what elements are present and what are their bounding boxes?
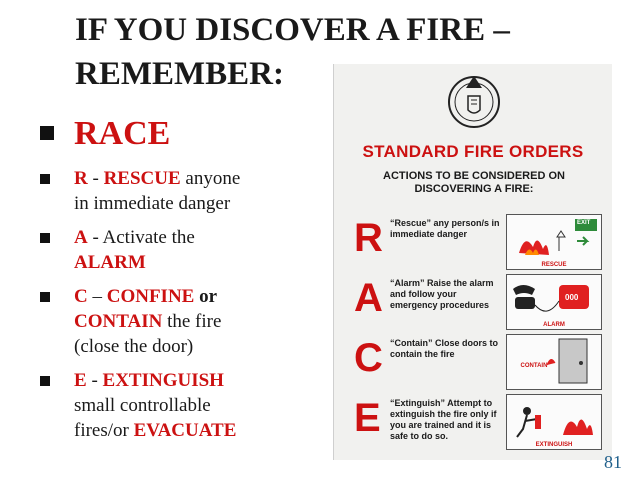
keyword-rescue: RESCUE bbox=[103, 168, 181, 189]
bullet-c-line1 bbox=[74, 286, 217, 308]
square-bullet-icon bbox=[40, 233, 50, 243]
keyword-extinguish: EXTINGUISH bbox=[102, 370, 224, 391]
rescue-illustration bbox=[506, 214, 602, 270]
poster-letter-a: A bbox=[354, 276, 383, 320]
closed-door-icon bbox=[507, 335, 601, 389]
word-or: or bbox=[194, 286, 218, 307]
square-bullet-icon bbox=[40, 126, 54, 140]
extinguish-illustration bbox=[506, 394, 602, 450]
letter-r: R bbox=[74, 168, 88, 189]
poster-subtitle: ACTIONS TO BE CONSIDERED ON DISCOVERING A FIRE: bbox=[383, 170, 565, 195]
poster-text-extinguish: “Extinguish” Attempt to extinguish the fire only if you are trained and it is safe to do so. bbox=[390, 398, 497, 441]
tag-rescue: RESCUE bbox=[541, 262, 567, 268]
poster-letter-c: C bbox=[354, 336, 383, 380]
telephone-alarm-icon bbox=[507, 275, 601, 329]
poster-title: STANDARD FIRE ORDERS bbox=[362, 142, 584, 161]
tag-extinguish: EXTINGUISH bbox=[535, 442, 573, 448]
page-number: 81 bbox=[604, 452, 622, 472]
tag-contain: CONTAIN bbox=[520, 363, 548, 369]
alarm-illustration bbox=[506, 274, 602, 330]
square-bullet-icon bbox=[40, 174, 50, 184]
tag-alarm: ALARM bbox=[543, 322, 565, 328]
poster-row-contain bbox=[334, 334, 612, 398]
poster-letter-e: E bbox=[354, 396, 381, 440]
race-heading: RACE bbox=[74, 115, 171, 152]
title-line-2: REMEMBER: bbox=[75, 56, 284, 92]
bullet-e-line3 bbox=[74, 420, 236, 442]
bullet-c-line3: (close the door) bbox=[74, 336, 194, 357]
poster-text-contain: “Contain” Close doors to contain the fire bbox=[390, 338, 498, 359]
letter-c: C bbox=[74, 286, 88, 307]
bullet-r-line1 bbox=[74, 168, 240, 190]
fire-extinguisher-icon bbox=[507, 395, 601, 449]
sep: - bbox=[87, 168, 104, 189]
keyword-evacuate: EVACUATE bbox=[133, 420, 237, 441]
keyword-alarm: ALARM bbox=[74, 252, 146, 273]
sep: - bbox=[86, 370, 103, 391]
letter-e: E bbox=[74, 370, 87, 391]
fire-orders-poster bbox=[333, 64, 612, 460]
bullet-e-line2: small controllable bbox=[74, 395, 211, 416]
contain-illustration bbox=[506, 334, 602, 390]
bullet-c-line2 bbox=[74, 311, 221, 333]
bullet-r-text: anyone bbox=[180, 168, 241, 189]
alarm-display: 000 bbox=[565, 293, 579, 302]
square-bullet-icon bbox=[40, 376, 50, 386]
sep: – bbox=[87, 286, 107, 307]
bullet-r-line2: in immediate danger bbox=[74, 193, 231, 214]
bullet-e-line1 bbox=[74, 370, 224, 392]
bullet-a-line1 bbox=[74, 227, 195, 249]
square-bullet-icon bbox=[40, 292, 50, 302]
bullet-c-text: the fire bbox=[162, 311, 222, 332]
poster-letter-r: R bbox=[354, 216, 383, 260]
exit-sign: EXIT bbox=[577, 220, 591, 226]
poster-row-rescue bbox=[334, 214, 612, 278]
keyword-confine: CONFINE bbox=[106, 286, 195, 307]
keyword-contain: CONTAIN bbox=[74, 311, 163, 332]
bullet-e-text: fires/or bbox=[74, 420, 134, 441]
poster-text-rescue: “Rescue” any person/s in immediate danger bbox=[390, 218, 500, 239]
title-line-1: IF YOU DISCOVER A FIRE – bbox=[75, 12, 510, 48]
poster-row-extinguish bbox=[334, 394, 612, 458]
poster-row-alarm bbox=[334, 274, 612, 338]
crest-emblem-icon bbox=[444, 70, 504, 132]
bullet-a-text: - Activate the bbox=[87, 227, 195, 248]
poster-text-alarm: “Alarm” Raise the alarm and follow your emergency procedures bbox=[390, 278, 494, 310]
letter-a: A bbox=[74, 227, 88, 248]
